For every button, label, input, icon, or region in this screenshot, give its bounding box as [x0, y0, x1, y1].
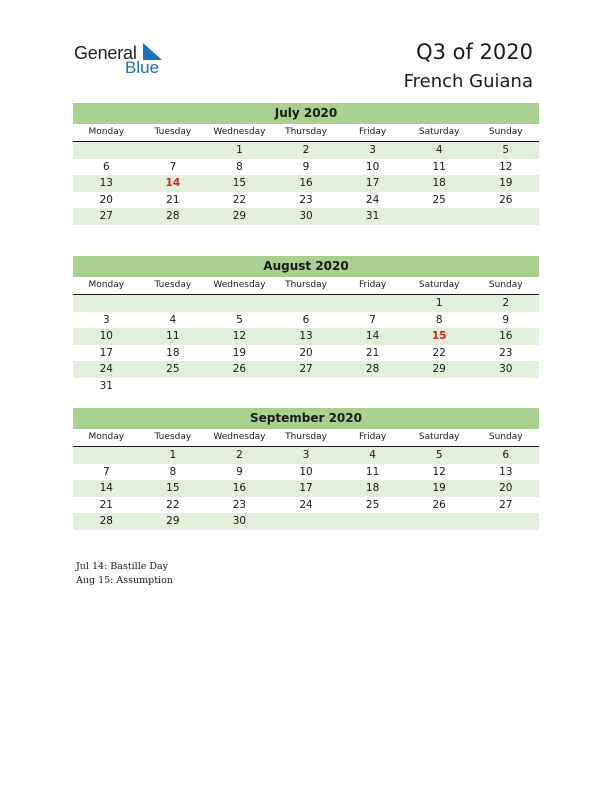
day-cell: 30 — [299, 210, 313, 223]
day-cell: 17 — [365, 177, 380, 190]
day-cell: 7 — [369, 313, 376, 326]
weekday-label: Monday — [88, 280, 125, 290]
day-cell — [406, 378, 473, 395]
day-cell — [472, 208, 539, 225]
day-cell: 4 — [435, 144, 443, 156]
day-cell: 23 — [299, 193, 313, 206]
day-cell: 7 — [102, 465, 110, 478]
day-cell — [273, 513, 340, 530]
day-cell: 13 — [499, 465, 513, 478]
day-cell: 31 — [99, 379, 113, 392]
day-cell: 28 — [166, 210, 180, 223]
day-cell: 20 — [99, 193, 113, 206]
day-cell: 2 — [236, 449, 243, 461]
weekday-label: Sunday — [488, 280, 523, 290]
month-title: July 2020 — [73, 103, 539, 124]
day-cell: 1 — [236, 144, 243, 156]
day-cell — [140, 295, 207, 312]
day-cell: 25 — [432, 193, 446, 206]
day-cell: 24 — [299, 498, 313, 511]
weekday-label: Saturday — [418, 432, 460, 442]
day-cell: 3 — [369, 144, 376, 156]
holiday-notes — [76, 560, 173, 587]
weekday-label: Thursday — [285, 127, 327, 137]
day-cell: 22 — [432, 346, 446, 359]
month-title: September 2020 — [73, 408, 539, 429]
weekday-label: Monday — [88, 432, 125, 442]
weekday-label: Saturday — [418, 280, 460, 290]
day-cell: 29 — [432, 363, 446, 376]
weekday-label: Sunday — [488, 127, 523, 137]
day-cell: 14 — [99, 482, 113, 495]
day-cell: 22 — [166, 498, 180, 511]
week-row — [73, 175, 539, 192]
logo-text-general: General — [74, 43, 137, 63]
weekday-header-row — [73, 429, 539, 447]
generalblue-logo — [74, 42, 174, 78]
day-cell — [206, 295, 273, 312]
day-cell: 3 — [302, 449, 310, 461]
day-cell: 1 — [169, 449, 177, 461]
day-cell: 12 — [232, 330, 247, 343]
weekday-label: Wednesday — [213, 127, 266, 137]
month-title: August 2020 — [73, 256, 539, 277]
day-cell: 16 — [499, 330, 513, 343]
week-row — [73, 513, 539, 530]
day-cell: 11 — [365, 465, 380, 478]
day-cell: 29 — [232, 210, 247, 223]
day-cell: 17 — [299, 482, 313, 495]
day-cell: 20 — [499, 482, 513, 495]
day-cell: 19 — [499, 177, 513, 190]
day-cell: 7 — [169, 160, 177, 173]
day-cell: 15 — [166, 482, 180, 495]
page-subtitle: French Guiana — [403, 71, 533, 92]
day-cell — [472, 378, 539, 395]
day-cell — [140, 378, 207, 395]
weekday-header-row — [73, 277, 539, 295]
day-cell: 9 — [236, 465, 243, 478]
day-cell: 17 — [99, 346, 113, 359]
week-row — [73, 295, 539, 312]
weekday-label: Tuesday — [154, 280, 192, 290]
day-cell: 26 — [432, 498, 446, 511]
day-cell: 5 — [435, 449, 443, 461]
day-cell — [406, 513, 473, 530]
day-cell: 4 — [169, 313, 177, 326]
day-cell: 2 — [502, 297, 510, 309]
day-cell: 6 — [502, 449, 510, 461]
month-calendar-july — [73, 103, 539, 225]
day-cell: 18 — [166, 346, 180, 359]
day-cell: 13 — [299, 330, 313, 343]
day-cell: 16 — [299, 177, 313, 190]
day-cell: 8 — [169, 465, 177, 478]
day-cell: 31 — [365, 210, 380, 223]
day-cell — [406, 208, 473, 225]
day-cell: 25 — [365, 498, 380, 511]
week-row — [73, 208, 539, 225]
week-row — [73, 464, 539, 481]
day-cell: 9 — [302, 160, 310, 173]
day-cell: 12 — [432, 465, 446, 478]
weekday-label: Tuesday — [154, 432, 192, 442]
weekday-label: Saturday — [418, 127, 460, 137]
week-row — [73, 192, 539, 209]
day-cell: 10 — [99, 330, 113, 343]
weekday-label: Wednesday — [213, 280, 266, 290]
day-cell: 10 — [365, 160, 380, 173]
day-cell: 23 — [499, 346, 513, 359]
holiday-day-cell: 15 — [431, 330, 447, 343]
week-row — [73, 480, 539, 497]
day-cell — [339, 295, 406, 312]
weekday-label: Tuesday — [154, 127, 192, 137]
day-cell: 8 — [236, 160, 243, 173]
day-cell: 28 — [99, 515, 113, 528]
day-cell: 9 — [502, 313, 510, 326]
day-cell: 21 — [99, 498, 113, 511]
day-cell: 8 — [435, 313, 443, 326]
day-cell: 13 — [99, 177, 113, 190]
weekday-label: Sunday — [488, 432, 523, 442]
day-cell: 22 — [232, 193, 247, 206]
holiday-note: Aug 15: Assumption — [76, 574, 173, 586]
day-cell: 2 — [302, 144, 310, 156]
day-cell: 14 — [365, 330, 380, 343]
day-cell: 4 — [369, 449, 376, 461]
day-cell: 25 — [166, 363, 180, 376]
day-cell — [273, 378, 340, 395]
weekday-label: Wednesday — [213, 432, 266, 442]
week-row — [73, 312, 539, 329]
day-cell: 19 — [432, 482, 446, 495]
day-cell: 5 — [502, 144, 510, 156]
holiday-note: Jul 14: Bastille Day — [76, 561, 169, 572]
day-cell: 6 — [102, 160, 110, 173]
day-cell: 23 — [232, 498, 247, 511]
week-row — [73, 142, 539, 159]
week-row — [73, 345, 539, 362]
holiday-day-cell: 14 — [165, 177, 181, 190]
weekday-label: Monday — [88, 127, 125, 137]
day-cell: 21 — [166, 193, 180, 206]
weekday-label: Friday — [358, 280, 387, 290]
week-row — [73, 328, 539, 345]
day-cell — [206, 378, 273, 395]
day-cell: 18 — [365, 482, 380, 495]
day-cell: 12 — [499, 160, 513, 173]
month-calendar-august — [73, 256, 539, 395]
day-cell: 1 — [435, 297, 443, 309]
month-calendar-september — [73, 408, 539, 530]
day-cell: 29 — [166, 515, 180, 528]
weekday-header-row — [73, 124, 539, 142]
day-cell: 24 — [365, 193, 380, 206]
day-cell: 18 — [432, 177, 446, 190]
week-row — [73, 447, 539, 464]
day-cell — [339, 513, 406, 530]
logo-text-blue: Blue — [125, 58, 160, 77]
day-cell: 30 — [232, 515, 247, 528]
day-cell — [273, 295, 340, 312]
day-cell: 15 — [232, 177, 247, 190]
day-cell: 10 — [299, 465, 313, 478]
day-cell: 27 — [299, 363, 313, 376]
day-cell: 24 — [99, 363, 113, 376]
day-cell: 20 — [299, 346, 313, 359]
weekday-label: Thursday — [285, 280, 327, 290]
week-row — [73, 159, 539, 176]
weekday-label: Thursday — [285, 432, 327, 442]
page-title: Q3 of 2020 — [416, 40, 533, 64]
day-cell — [339, 378, 406, 395]
weekday-label: Friday — [358, 432, 387, 442]
day-cell: 26 — [232, 363, 247, 376]
day-cell — [73, 447, 140, 464]
day-cell: 11 — [166, 330, 180, 343]
day-cell: 28 — [365, 363, 380, 376]
day-cell — [73, 295, 140, 312]
weekday-label: Friday — [358, 127, 387, 137]
week-row — [73, 497, 539, 514]
day-cell: 3 — [102, 313, 110, 326]
day-cell: 26 — [499, 193, 513, 206]
day-cell — [140, 142, 207, 159]
day-cell: 21 — [365, 346, 380, 359]
week-row — [73, 378, 539, 395]
day-cell: 27 — [499, 498, 513, 511]
day-cell: 6 — [302, 313, 310, 326]
day-cell — [73, 142, 140, 159]
day-cell: 19 — [232, 346, 247, 359]
day-cell: 27 — [99, 210, 113, 223]
day-cell: 11 — [432, 160, 446, 173]
day-cell — [472, 513, 539, 530]
day-cell: 16 — [232, 482, 247, 495]
week-row — [73, 361, 539, 378]
day-cell: 30 — [499, 363, 513, 376]
day-cell: 5 — [236, 313, 243, 326]
